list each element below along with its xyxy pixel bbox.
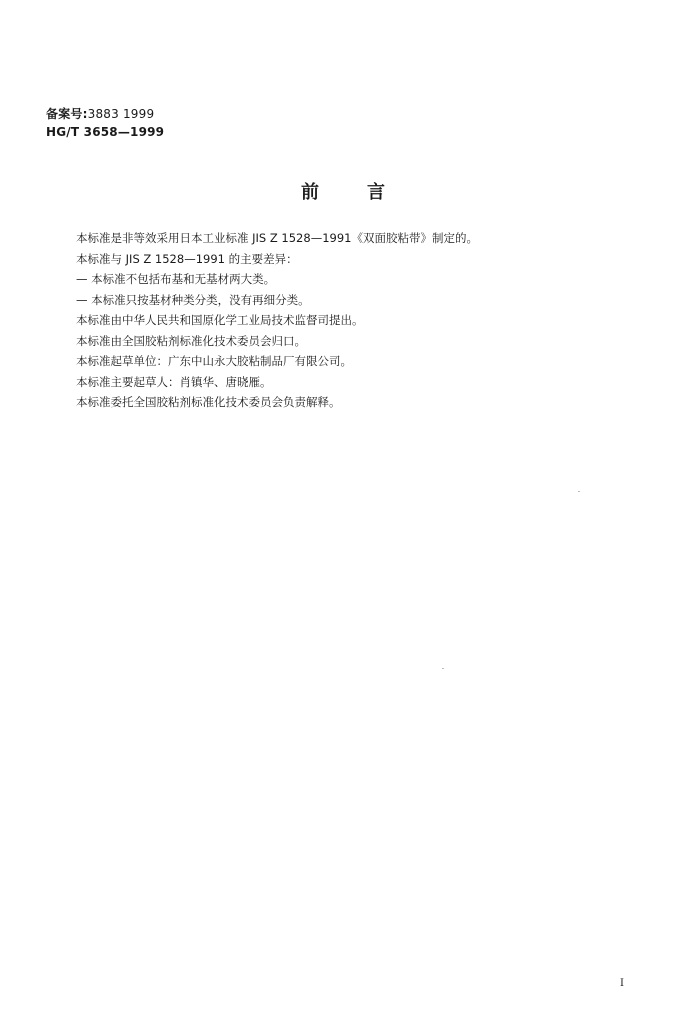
filing-label: 备案号: (46, 107, 88, 121)
paragraph: 本标准由全国胶粘剂标准化技术委员会归口。 (76, 333, 306, 348)
page-title: 前言 (301, 182, 433, 203)
paragraph: 本标准由中华人民共和国原化学工业局技术监督司提出。 (76, 313, 364, 327)
paragraph: — 本标准不包括布基和无基材两大类。 (76, 272, 276, 286)
paragraph: — 本标准只按基材种类分类，没有再细分类。 (76, 292, 310, 307)
filing-value: 3883 1999 (87, 107, 155, 121)
scan-speck (442, 668, 444, 669)
filing-number (46, 105, 154, 122)
paragraph: 本标准起草单位：广东中山永大胶粘制品厂有限公司。 (76, 354, 352, 368)
standard-number: HG/T 3658—1999 (46, 125, 165, 139)
page-number: I (620, 978, 624, 989)
foreword-body (76, 228, 636, 413)
scan-speck (578, 491, 580, 492)
paragraph: 本标准委托全国胶粘剂标准化技术委员会负责解释。 (76, 395, 341, 409)
paragraph: 本标准与 JIS Z 1528—1991 的主要差异： (76, 251, 298, 266)
paragraph: 本标准是非等效采用日本工业标准 JIS Z 1528—1991《双面胶粘带》制定的。 (76, 231, 478, 245)
paragraph: 本标准主要起草人：肖镇华、唐晓雁。 (76, 374, 272, 389)
